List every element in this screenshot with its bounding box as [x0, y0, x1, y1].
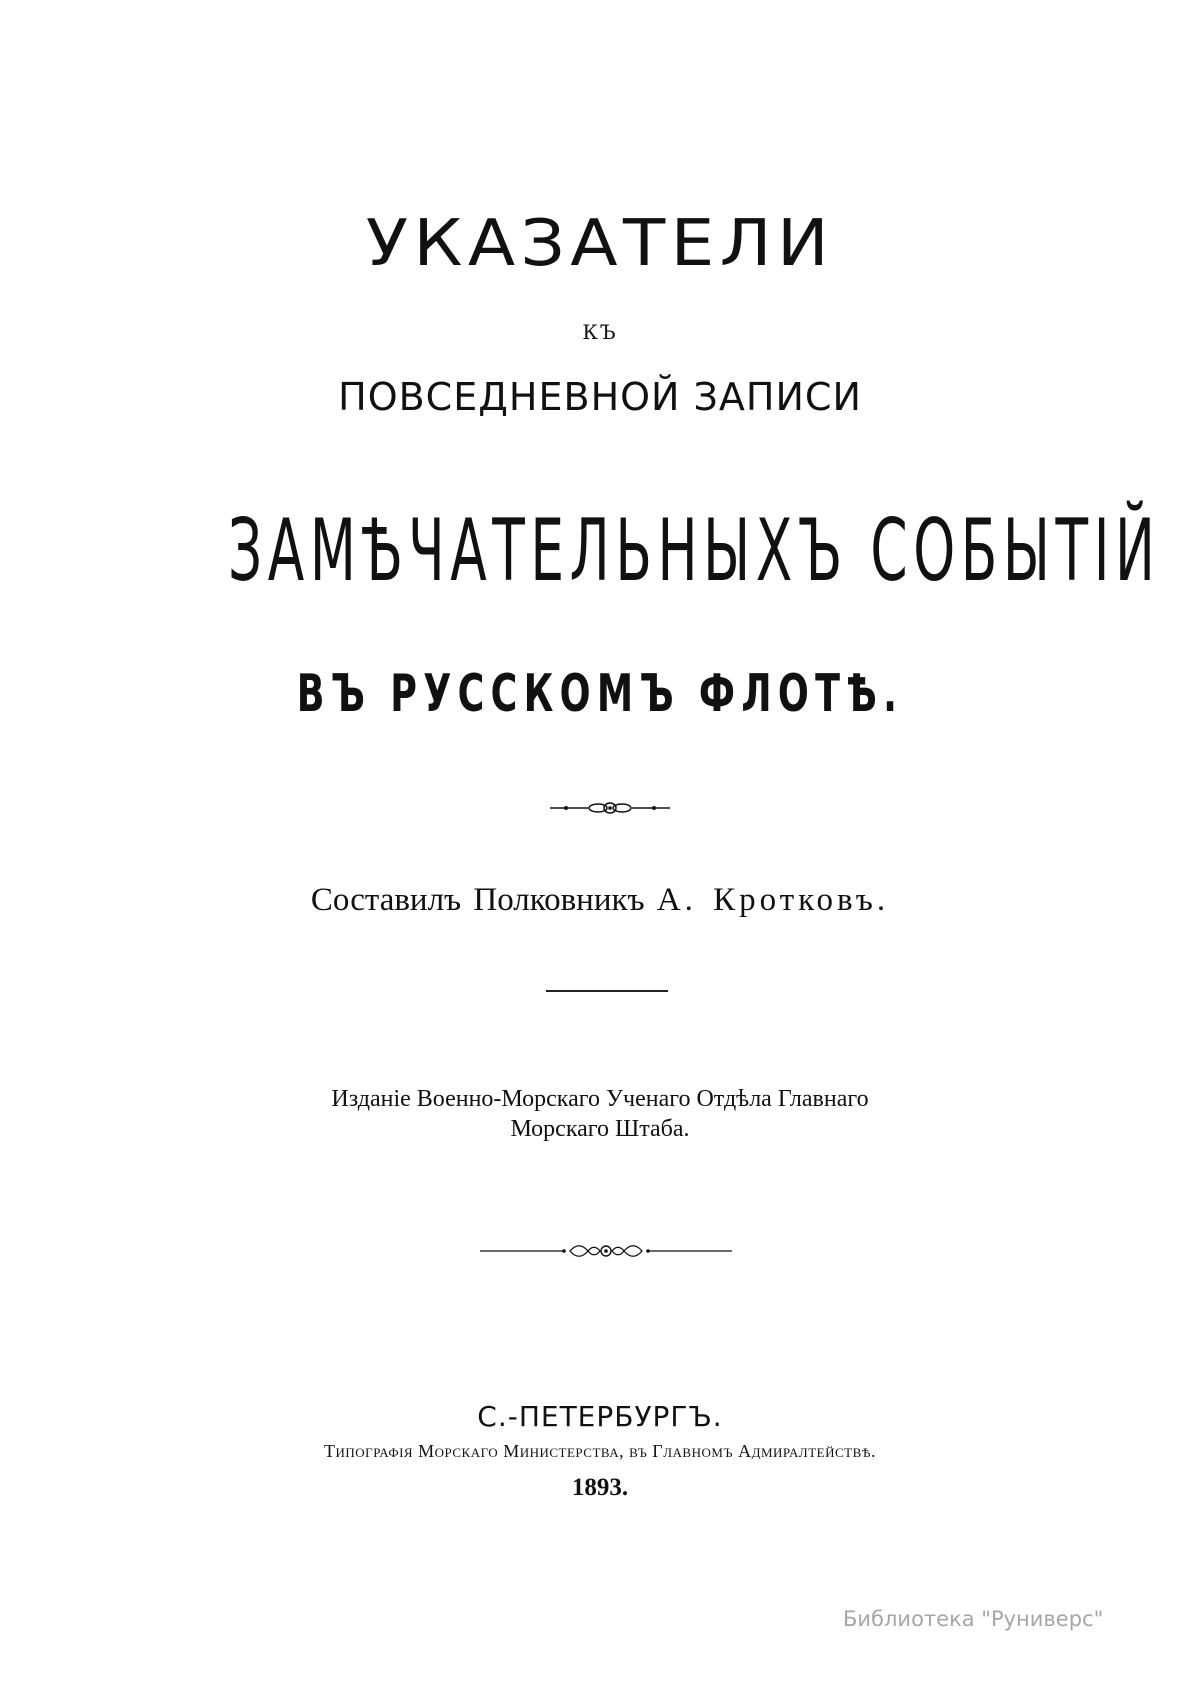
city: С.-ПЕТЕРБУРГЪ.	[477, 1400, 723, 1433]
author-prefix: Составилъ Полковникъ	[310, 882, 645, 918]
title-line-2: ПОВСЕДНЕВНОЙ ЗАПИСИ	[338, 375, 862, 419]
library-watermark: Библиотека "Руниверс"	[843, 1607, 1104, 1631]
printer-line: Типографія Морскаго Министерства, въ Главномъ Адмиралтействѣ.	[324, 1441, 876, 1461]
title-connector: КЪ	[582, 320, 618, 344]
publisher-line-1: Изданіе Военно-Морскаго Ученаго Отдѣла Главнаго	[331, 1086, 869, 1112]
author-line	[0, 884, 1200, 917]
title-main: УКАЗАТЕЛИ	[365, 207, 835, 281]
ornament-divider-small	[548, 798, 672, 818]
title-line-4: ВЪ РУССКОМЪ ФЛОТѢ.	[296, 664, 904, 724]
title-line-3: ЗАМѢЧАТЕЛЬНЫХЪ СОБЫТІЙ	[228, 501, 1161, 601]
publication-year: 1893.	[571, 1474, 629, 1501]
horizontal-rule	[546, 990, 668, 992]
publisher-line-2: Морскаго Штаба.	[510, 1116, 690, 1142]
ornament-divider-large	[478, 1240, 734, 1262]
author-name: А. Кротковъ.	[656, 882, 890, 918]
